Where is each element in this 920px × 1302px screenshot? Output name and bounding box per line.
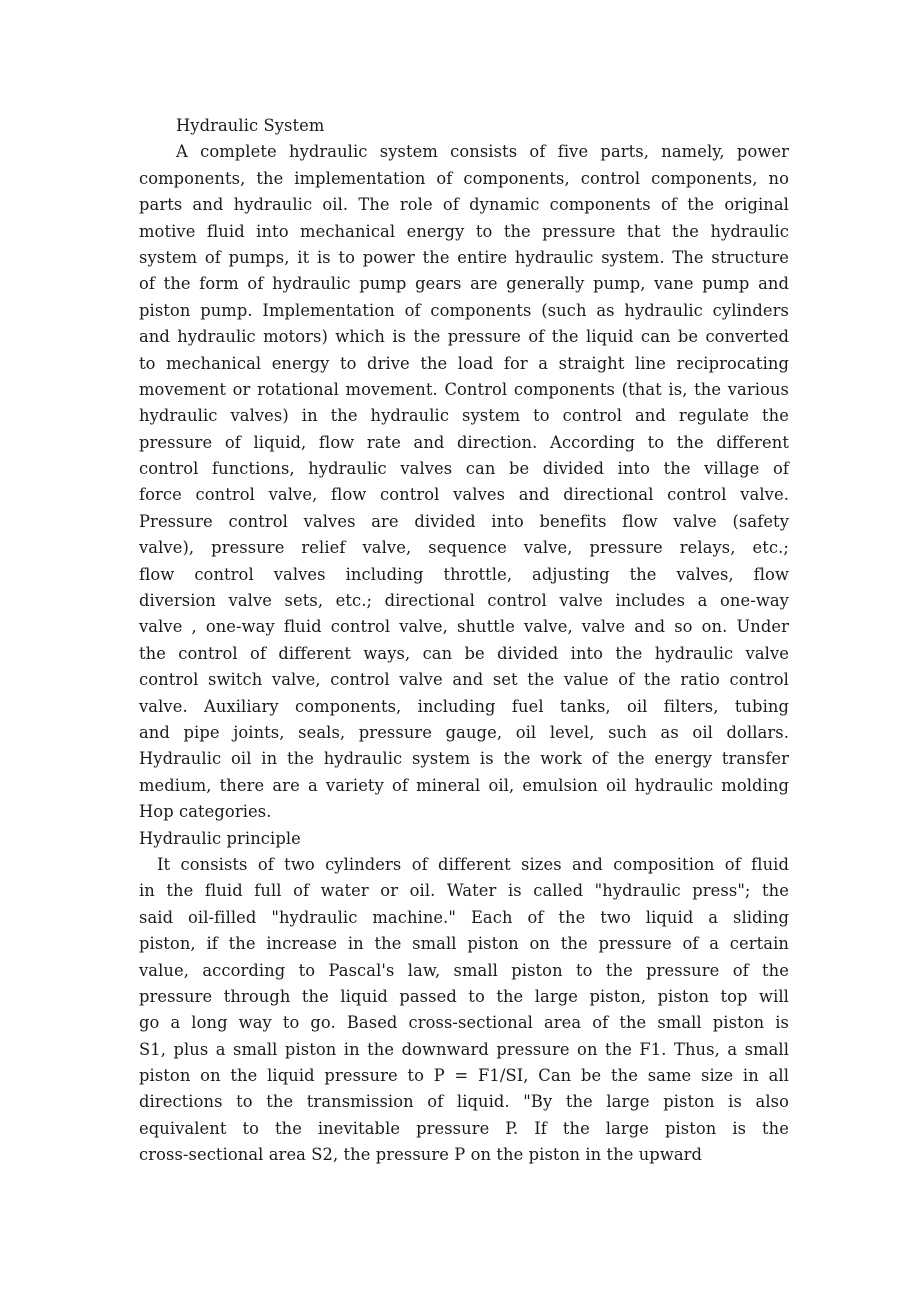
paragraph-line: components, the implementation of components, control components, no [139, 168, 789, 188]
paragraph-line: pressure of liquid, flow rate and direction. According to the different [139, 432, 789, 452]
paragraph-line: the control of different ways, can be divided into the hydraulic valve [139, 643, 789, 663]
paragraph-line: in the fluid full of water or oil. Water is called "hydraulic press"; the [139, 881, 789, 901]
paragraph-line: diversion valve sets, etc.; directional control valve includes a one-way [139, 591, 789, 611]
paragraph-line: It consists of two cylinders of different sizes and composition of fluid [157, 854, 789, 874]
paragraph-line: S1, plus a small piston in the downward pressure on the F1. Thus, a small [139, 1039, 789, 1059]
paragraph-line: control functions, hydraulic valves can be divided into the village of [139, 459, 789, 479]
paragraph-line: value, according to Pascal's law, small piston to the pressure of the [139, 960, 789, 980]
body-text [139, 113, 789, 1169]
paragraph-line: medium, there are a variety of mineral oil, emulsion oil hydraulic molding [139, 775, 789, 795]
paragraph-line: system of pumps, it is to power the entire hydraulic system. The structure [139, 247, 789, 267]
paragraph-line: said oil-filled "hydraulic machine." Each of the two liquid a sliding [139, 907, 789, 927]
paragraph-line: piston, if the increase in the small piston on the pressure of a certain [139, 934, 789, 954]
paragraph-line: to mechanical energy to drive the load for a straight line reciprocating [139, 353, 789, 373]
paragraph-line: piston pump. Implementation of components (such as hydraulic cylinders [139, 300, 789, 320]
paragraph-line: movement or rotational movement. Control components (that is, the various [139, 379, 789, 399]
paragraph-line: Pressure control valves are divided into benefits flow valve (safety [139, 511, 789, 531]
paragraph-line: flow control valves including throttle, adjusting the valves, flow [139, 564, 789, 584]
paragraph-line: control switch valve, control valve and set the value of the ratio control [139, 670, 789, 690]
paragraph-line: cross-sectional area S2, the pressure P on the piston in the upward [139, 1145, 703, 1165]
paragraph-line: valve , one-way fluid control valve, shuttle valve, valve and so on. Under [139, 617, 789, 637]
paragraph-line: pressure through the liquid passed to the large piston, piston top will [139, 986, 789, 1006]
paragraph-line: parts and hydraulic oil. The role of dynamic components of the original [139, 195, 789, 215]
paragraph-line: and pipe joints, seals, pressure gauge, oil level, such as oil dollars. [139, 722, 789, 742]
paragraph-line: A complete hydraulic system consists of five parts, namely, power [176, 142, 789, 162]
paragraph-line: hydraulic valves) in the hydraulic system to control and regulate the [139, 406, 789, 426]
paragraph-line: directions to the transmission of liquid. "By the large piston is also [139, 1092, 789, 1112]
section-heading-hydraulic-principle: Hydraulic principle [139, 828, 301, 848]
paragraph-line: motive fluid into mechanical energy to the pressure that the hydraulic [139, 221, 789, 241]
paragraph-line: force control valve, flow control valves and directional control valve. [139, 485, 789, 505]
paragraph-line: piston on the liquid pressure to P = F1/SI, Can be the same size in all [139, 1066, 789, 1086]
paragraph-line: equivalent to the inevitable pressure P. If the large piston is the [139, 1118, 789, 1138]
paragraph-line: of the form of hydraulic pump gears are generally pump, vane pump and [139, 274, 789, 294]
paragraph-line: and hydraulic motors) which is the pressure of the liquid can be converted [139, 327, 789, 347]
paragraph-line: valve. Auxiliary components, including fuel tanks, oil filters, tubing [139, 696, 789, 716]
paragraph-line: valve), pressure relief valve, sequence valve, pressure relays, etc.; [139, 538, 789, 558]
paragraph-line: go a long way to go. Based cross-sectional area of the small piston is [139, 1013, 789, 1033]
paragraph-line: Hop categories. [139, 802, 272, 822]
section-heading-hydraulic-system: Hydraulic System [176, 116, 325, 135]
paragraph-line: Hydraulic oil in the hydraulic system is the work of the energy transfer [139, 749, 789, 769]
